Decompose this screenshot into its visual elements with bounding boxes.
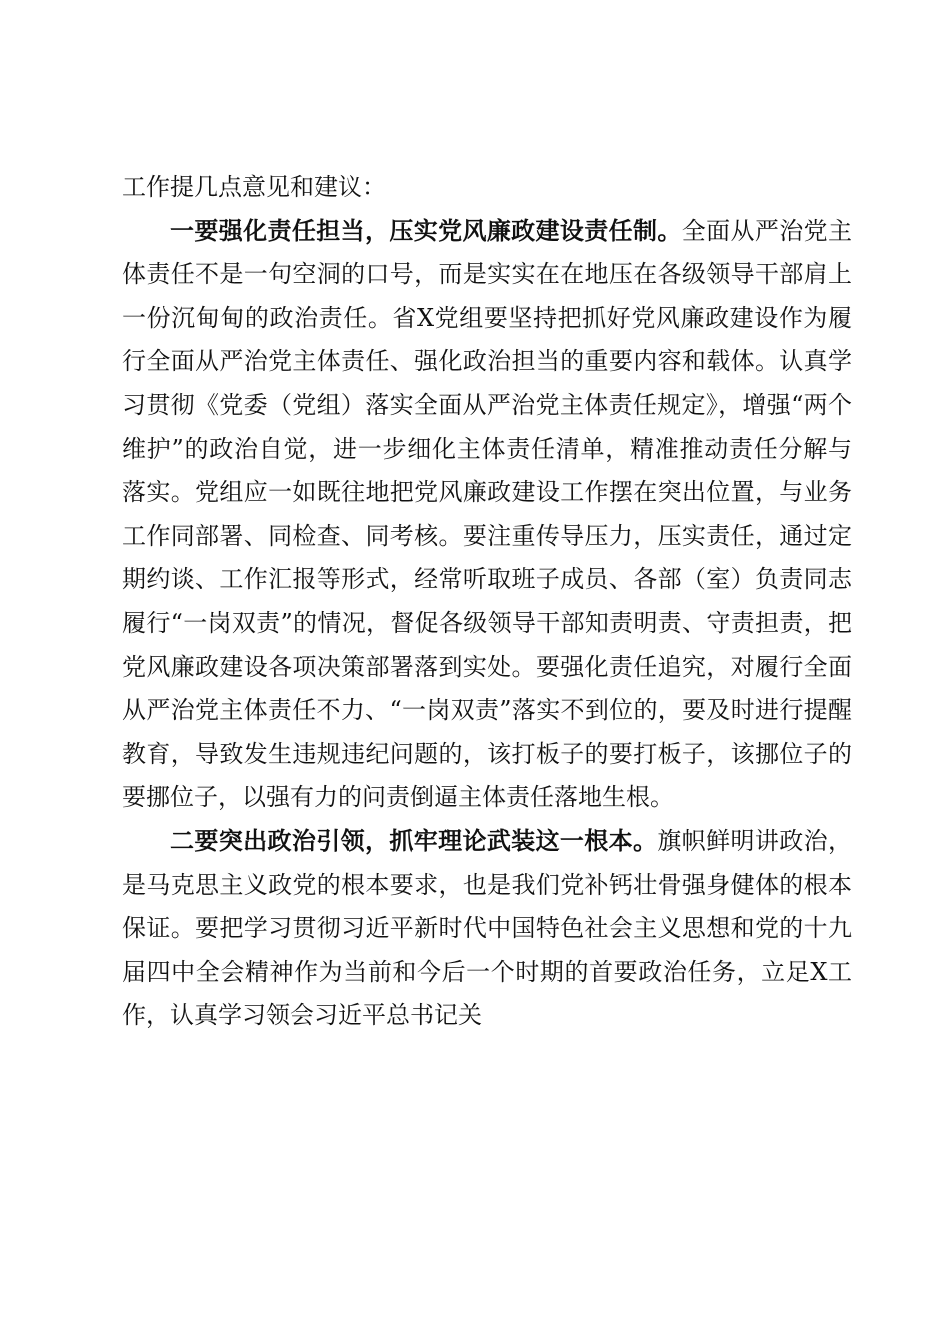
paragraph-heading: 二要突出政治引领，抓牢理论武装这一根本。 — [170, 826, 658, 855]
paragraph-political-leadership — [122, 820, 852, 1038]
paragraph-heading: 一要强化责任担当，压实党风廉政建设责任制。 — [170, 216, 682, 245]
paragraph-text: 全面从严治党主体责任不是一句空洞的口号，而是实实在在地压在各级领导干部肩上一份沉甸甸的政治责任。省X党组要坚持把抓好党风廉政建设作为履行全面从严治党主体责任、强化政治担当的重要内容和载体。认真学习贯彻《党委（党组）落实全面从严治党主体责任规定》，增强“两个维护”的政治自觉，进一步细化主体责任清单，精准推动责任分解与落实。党组应一如既往地把党风廉政建设工作摆在突出位置，与业务工作同部署、同检查、同考核。要注重传导压力，压实责任，通过定期约谈、工作汇报等形式，经常听取班子成员、各部（室）负责同志履行“一岗双责”的情况，督促各级领导干部知责明责、守责担责，把党风廉政建设各项决策部署落到实处。要强化责任追究，对履行全面从严治党主体责任不力、“一岗双责”落实不到位的，要及时进行提醒教育，导致发生违规违纪问题的，该打板子的要打板子，该挪位子的要挪位子，以强有力的问责倒逼主体责任落地生根。 — [122, 216, 853, 812]
paragraph-responsibility — [122, 210, 852, 820]
paragraph-continuation — [122, 166, 852, 210]
paragraph-text: 工作提几点意见和建议： — [122, 173, 386, 201]
document-body — [122, 166, 852, 1038]
paragraph-text: 旗帜鲜明讲政治，是马克思主义政党的根本要求，也是我们党补钙壮骨强身健体的根本保证。要把学习贯彻习近平新时代中国特色社会主义思想和党的十九届四中全会精神作为当前和今后一个时期的首要政治任务，立足X工作，认真学习领会习近平总书记关 — [122, 826, 852, 1030]
